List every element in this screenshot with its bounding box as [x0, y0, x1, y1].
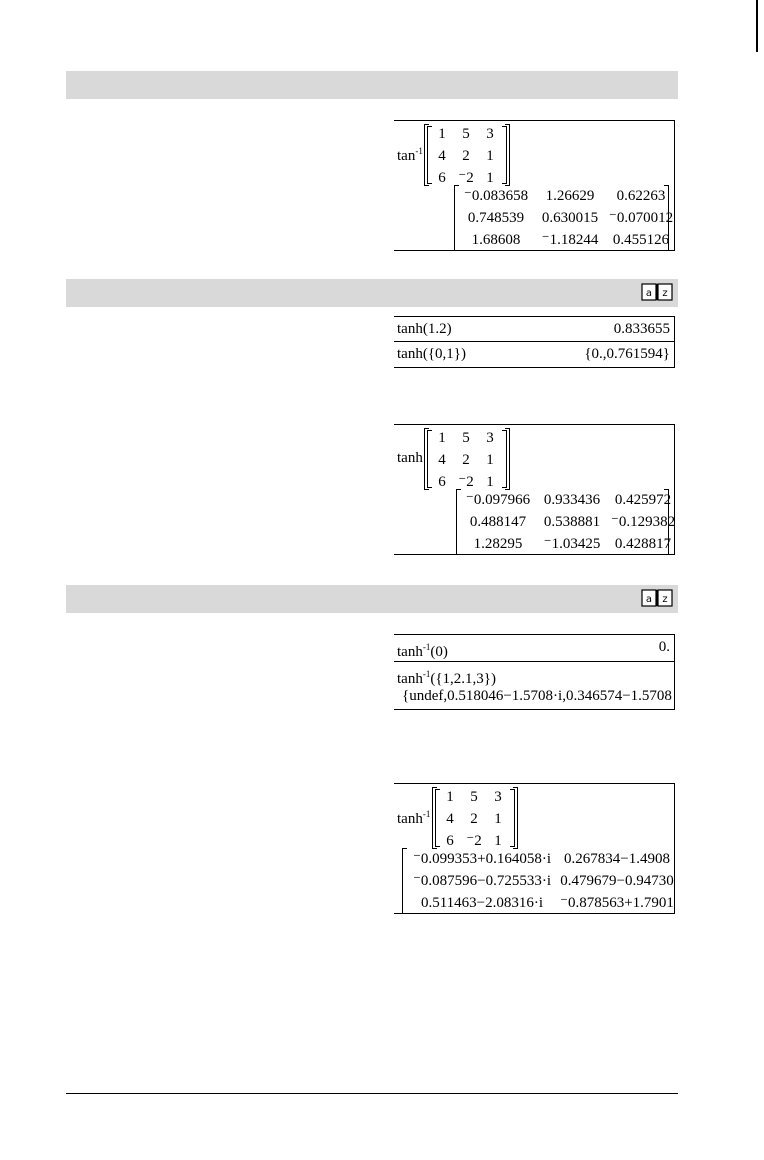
- tanh-inverse-result-2: {undef,0.518046−1.5708·i,0.346574−1.5708: [402, 688, 672, 704]
- tanh-matrix-panel: [394, 424, 675, 555]
- tanh-result-1: 0.833655: [613, 321, 670, 337]
- tan-inverse-result-cell-1-2: ⁻0.070012: [608, 210, 674, 226]
- tanh-result-cell-1-1: 0.538881: [543, 514, 601, 530]
- input-matrix-cell-0-1: 5: [462, 126, 470, 142]
- section-header-tanh-inverse: [66, 585, 678, 613]
- tanh-row-1: [394, 317, 674, 342]
- input-matrix-cell-1-0: 4: [438, 148, 446, 164]
- input-matrix-cell-2-0: 6: [438, 170, 446, 186]
- input-matrix-cell-1-2: 1: [494, 811, 502, 827]
- tanh-inverse-result-cell-1-1: 0.479679−0.94730: [560, 873, 674, 889]
- tanh-label: tanh: [397, 450, 423, 466]
- tan-inverse-result-cell-2-1: ⁻1.18244: [541, 232, 599, 248]
- input-matrix-cell-2-1: ⁻2: [466, 833, 482, 849]
- input-matrix-cell-1-1: 2: [462, 452, 470, 468]
- input-matrix-cell-1-2: 1: [486, 148, 494, 164]
- tan-inverse-result-cell-0-1: 1.26629: [545, 188, 595, 204]
- tanh-expr-1: tanh(1.2): [397, 321, 452, 337]
- svg-text:z: z: [662, 594, 668, 605]
- input-matrix: [438, 786, 510, 852]
- tanh-result-cell-0-0: ⁻0.097966: [465, 492, 531, 508]
- input-matrix-cell-0-2: 3: [486, 430, 494, 446]
- input-matrix-cell-0-0: 1: [438, 430, 446, 446]
- input-matrix-cell-0-1: 5: [470, 789, 478, 805]
- tanh-result-cell-2-0: 1.28295: [473, 536, 523, 552]
- tanh-result-cell-2-2: 0.428817: [614, 536, 672, 552]
- input-matrix-cell-0-0: 1: [446, 789, 454, 805]
- tanh-inverse-result-cell-1-0: ⁻0.087596−0.725533·i: [412, 873, 552, 889]
- tanh-inverse-expr-1: $\tanh^{-1}(0)$: [397, 642, 448, 660]
- tan-inverse-result-cell-1-1: 0.630015: [541, 210, 599, 226]
- tan-inverse-result-cell-0-2: 0.62263: [616, 188, 666, 204]
- input-matrix-right-bracket: [513, 787, 518, 849]
- input-matrix-cell-0-0: 1: [438, 126, 446, 142]
- book-icon: [640, 588, 674, 608]
- input-matrix: [430, 123, 502, 189]
- tanh-inverse-result-cell-2-0: 0.511463−2.08316·i: [420, 895, 544, 911]
- tanh-inverse-row-1: [394, 635, 674, 662]
- tanh-result-2: {0.,0.761594}: [584, 346, 670, 362]
- tan-inverse-matrix-panel: [394, 120, 675, 251]
- tanh-result-matrix: [460, 489, 678, 555]
- tan-inverse-result-cell-2-2: 0.455126: [612, 232, 670, 248]
- tan-inverse-result-cell-0-0: ⁻0.083658: [463, 188, 529, 204]
- tanh-inverse-result-cell-0-0: ⁻0.099353+0.164058·i: [412, 851, 552, 867]
- input-matrix-cell-1-1: 2: [470, 811, 478, 827]
- svg-text:a: a: [645, 594, 653, 605]
- result-matrix-right-bracket: [664, 185, 669, 251]
- input-matrix-cell-2-2: 1: [486, 474, 494, 490]
- tanh-expr-2: tanh({0,1}): [397, 346, 466, 362]
- input-matrix-cell-2-0: 6: [438, 474, 446, 490]
- input-matrix-right-bracket: [505, 428, 510, 490]
- input-matrix-cell-2-0: 6: [446, 833, 454, 849]
- svg-text:a: a: [645, 288, 653, 299]
- tan-inverse-result-matrix: [458, 185, 676, 251]
- tanh-inverse-row-2: [394, 662, 674, 711]
- input-matrix: [430, 427, 502, 493]
- tanh-inverse-result-matrix: [406, 848, 674, 914]
- input-matrix-cell-1-0: 4: [446, 811, 454, 827]
- tan-inverse-label: $\tan^{-1}$: [397, 146, 423, 164]
- tanh-result-cell-0-1: 0.933436: [543, 492, 601, 508]
- result-matrix-right-bracket: [664, 489, 669, 555]
- input-matrix-cell-2-1: ⁻2: [458, 474, 474, 490]
- tan-inverse-result-cell-2-0: 1.68608: [471, 232, 521, 248]
- input-matrix-cell-0-2: 3: [494, 789, 502, 805]
- input-matrix-cell-1-1: 2: [462, 148, 470, 164]
- tanh-result-cell-0-2: 0.425972: [614, 492, 672, 508]
- section-header-tanh: [66, 279, 678, 307]
- input-matrix-cell-2-2: 1: [486, 170, 494, 186]
- input-matrix-cell-0-1: 5: [462, 430, 470, 446]
- page-edge-line: [756, 0, 758, 52]
- footer-rule: [66, 1093, 678, 1094]
- input-matrix-cell-2-2: 1: [494, 833, 502, 849]
- input-matrix-right-bracket: [505, 124, 510, 186]
- tan-inverse-result-cell-1-0: 0.748539: [467, 210, 525, 226]
- input-matrix-cell-1-2: 1: [486, 452, 494, 468]
- tanh-inverse-matrix-panel: [394, 783, 675, 914]
- input-matrix-cell-1-0: 4: [438, 452, 446, 468]
- tanh-inverse-scalar-panel: [394, 634, 675, 710]
- tanh-inverse-label: $\tanh^{-1}$: [397, 809, 431, 827]
- tanh-inverse-expr-2: $\tanh^{-1}(\{1,2.1,3\})$: [397, 669, 496, 687]
- svg-text:z: z: [662, 288, 668, 299]
- input-matrix-cell-2-1: ⁻2: [458, 170, 474, 186]
- input-matrix-cell-0-2: 3: [486, 126, 494, 142]
- tanh-result-cell-1-0: 0.488147: [469, 514, 527, 530]
- tanh-inverse-result-cell-2-1: ⁻0.878563+1.7901: [560, 895, 674, 911]
- tanh-inverse-result-cell-0-1: 0.267834−1.4908: [564, 851, 670, 867]
- book-icon: [640, 282, 674, 302]
- tanh-inverse-result-1: 0.: [658, 639, 670, 655]
- tanh-scalar-panel: [394, 316, 675, 368]
- tanh-result-cell-1-2: ⁻0.129382: [610, 514, 676, 530]
- tanh-result-cell-2-1: ⁻1.03425: [543, 536, 601, 552]
- section-header-tan-inverse: [66, 71, 678, 99]
- tanh-row-2: [394, 342, 674, 366]
